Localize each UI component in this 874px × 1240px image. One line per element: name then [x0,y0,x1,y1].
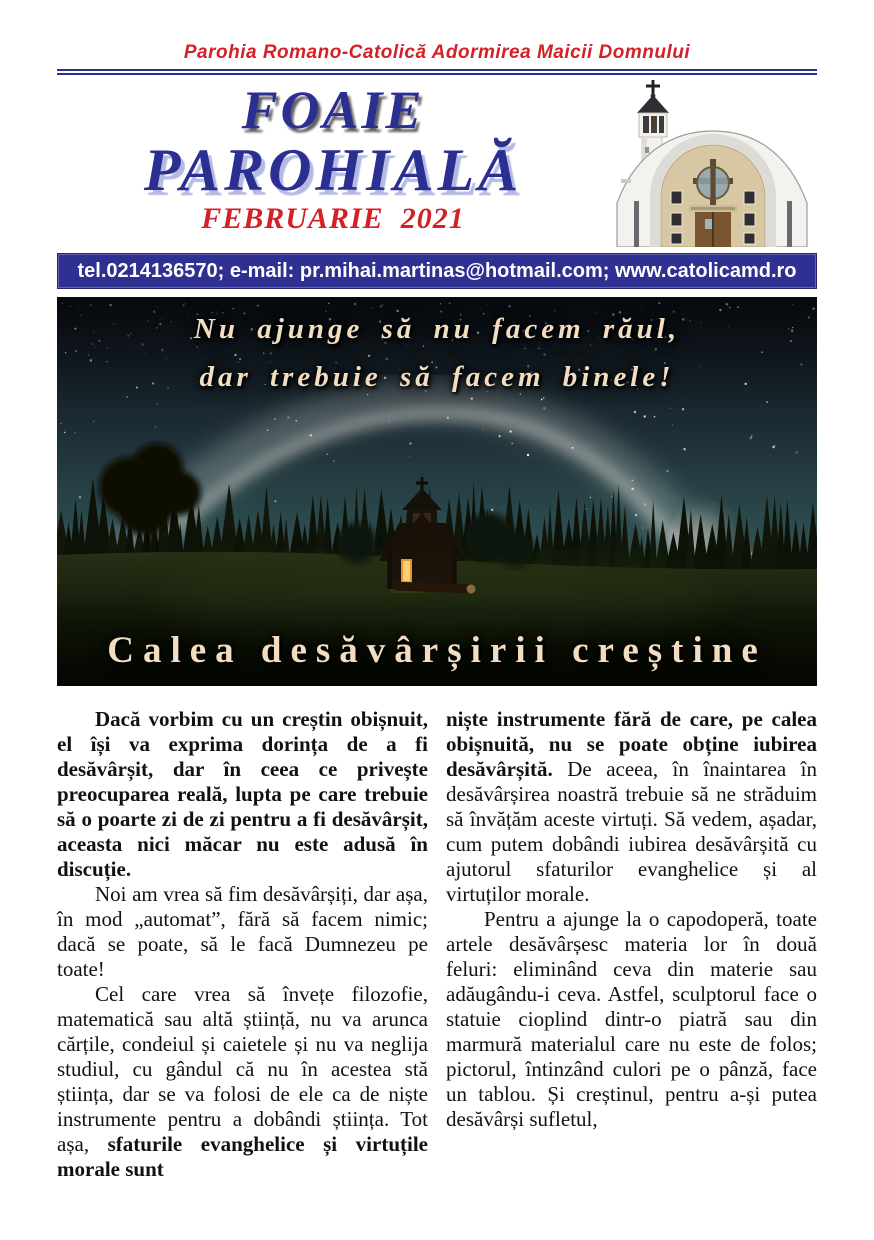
contact-bar: tel.0214136570; e-mail: pr.mihai.martinas@hotmail.com; www.catolicamd.ro [57,253,817,289]
body-text: Pentru a ajunge la o capodoperă, toate artele desăvârșesc materia lor în două feluri: eliminând ceva din materie sau adăugându-i ceva. Astfel, sculptorul face o statuie cioplind dintr-o piatră sau din marmură materialul care nu este de folos; pictorul, întinzând culori pe o pânză, face un tablou. Și creștinul, pentru a-și putea desăvârși sufletul, [446,907,817,1131]
body-text: sfaturile evanghelice și virtuțile morale sunt [57,1132,428,1181]
body-text: Dacă vorbim cu un creștin obișnuit, el își va exprima dorința de a fi desăvârșit, dar în ceea ce privește preocuparea reală, lupta pe care trebuie să o poarte zi de zi pentru a fi desăvârșit, aceasta nici măcar nu este adusă în discuție. [57,707,428,881]
issue-date: FEBRUARIE 2021 [201,202,465,235]
church-illustration [609,79,817,247]
article-column-right [446,707,817,1182]
hero-photo-svg [57,297,817,686]
title-word-parohiala: PAROHIALĂ [143,137,523,203]
body-text: De aceea, în înaintarea în desăvârșirea noastră trebuie să ne străduim să învățăm aceste virtuți. Să vedem, așadar, cum putem dobândi iubirea desăvârșită cu ajutorul sfaturilor evanghelice și al virtuților morale. [446,757,817,906]
paragraph [57,707,428,882]
article-title: Calea desăvârșirii creștine [107,630,767,671]
body-text: niște instrumente fără de care, pe calea obișnuită, nu se poate obține iubirea desăvârșită. [446,707,817,781]
masthead [57,0,817,289]
paragraph [57,982,428,1182]
hero-photo [57,297,817,686]
title-word-foaie: FOAIE [241,80,425,140]
newsletter-title [57,75,609,247]
article-body [57,707,817,1182]
paragraph [446,707,817,907]
paragraph [57,882,428,982]
body-text: Cel care vrea să învețe filozofie, matematică sau altă știință, nu va arunca cărțile, condeiul și caietele și nu va neglija studiul, cu gândul că nu în acestea stă știința, dar se va folosi de ele ca de niște instrumente pentru a dobândi știința. Tot așa, [57,982,428,1156]
body-text: Noi am vrea să fim desăvârșiți, dar așa, în mod „automat”, fără să facem nimic; dacă se poate, să le facă Dumnezeu pe toate! [57,882,428,981]
parish-name: Parohia Romano-Catolică Adormirea Maicii Domnului [183,42,691,63]
hero-quote-line1: Nu ajunge să nu facem răul, [193,313,681,345]
paragraph [446,907,817,1132]
article-column-left [57,707,428,1182]
church-photo [609,75,817,247]
hero-quote-line2: dar trebuie să facem binele! [199,361,675,393]
